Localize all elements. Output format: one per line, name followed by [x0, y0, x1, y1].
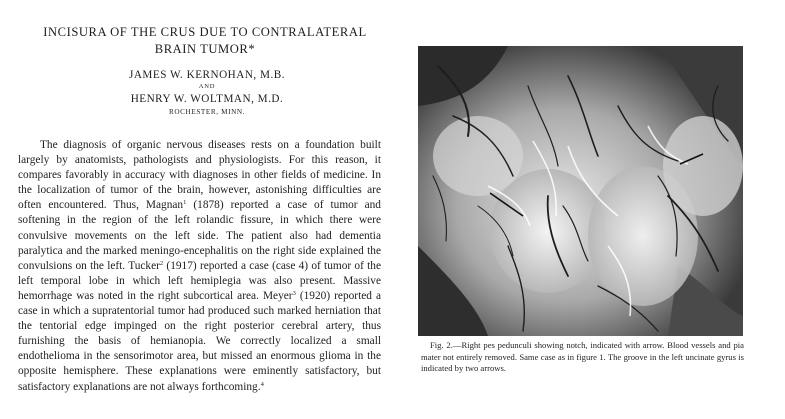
body-text-4: (1920) reported a case in which a supratentorial tumor had produced such marked herniation that the tentorial edge impinged on the right posterior cerebral artery, thus furnishing the basis of hemianopia. We correctly localized a small endothelioma in the sensorimotor area, but missed an enormous glioma in the opposite hemisphere. These explanations were eminently satisfactory, but satisfactory explanations are not always forthcoming.	[18, 289, 382, 393]
body-text-2: (1878) reported a case of tumor and softening in the region of the left rolandic fissure, in which there were convulsive movements on the left side. The patient also had dementia paralytica and the marked meningo-encephalitis on the right side explained the convulsions on the left. Tucker	[18, 199, 381, 272]
ref-2: 2	[159, 259, 164, 267]
author-conjunction: AND	[198, 83, 216, 90]
caption-text: Fig. 2.—Right pes pedunculi showing notch, indicated with arrow. Blood vessels and pia mater not entirely removed. Same case as in figure 1. The groove in the left uncinate gyrus is indicated by two arrows.	[421, 340, 744, 374]
ref-3: 3	[292, 289, 296, 297]
ref-4: 4	[260, 380, 264, 388]
brain-photograph	[418, 46, 743, 336]
author-2: HENRY W. WOLTMAN, M.D.	[130, 93, 284, 105]
title-line-2: BRAIN TUMOR	[154, 42, 249, 56]
ref-1: 1	[183, 199, 187, 207]
article-body	[18, 138, 381, 395]
article-header	[12, 24, 392, 119]
article-title	[18, 24, 392, 58]
body-paragraph	[18, 138, 381, 395]
title-line-1: INCISURA OF THE CRUS DUE TO CONTRALATERAL	[43, 25, 367, 39]
author-location: ROCHESTER, MINN.	[168, 108, 246, 116]
author-1: JAMES W. KERNOHAN, M.B.	[128, 69, 286, 81]
body-text-3: (1917) reported a case (case 4) of tumor of the left temporal lobe in which left hemiplegia was also present. Massive hemorrhage was noted in the right subcortical area. Meyer	[18, 259, 381, 302]
title-footnote-mark: *	[248, 42, 256, 56]
figure-caption	[421, 340, 744, 375]
body-text-1: The diagnosis of organic nervous diseases rests on a foundation built largely by anatomists, pathologists and physiologists. For this reason, it compares favorably in accuracy with diagnoses in other fields of medicine. In the localization of tumor of the brain, however, astonishing difficulties are often encountered. Thus, Magnan	[18, 139, 381, 212]
